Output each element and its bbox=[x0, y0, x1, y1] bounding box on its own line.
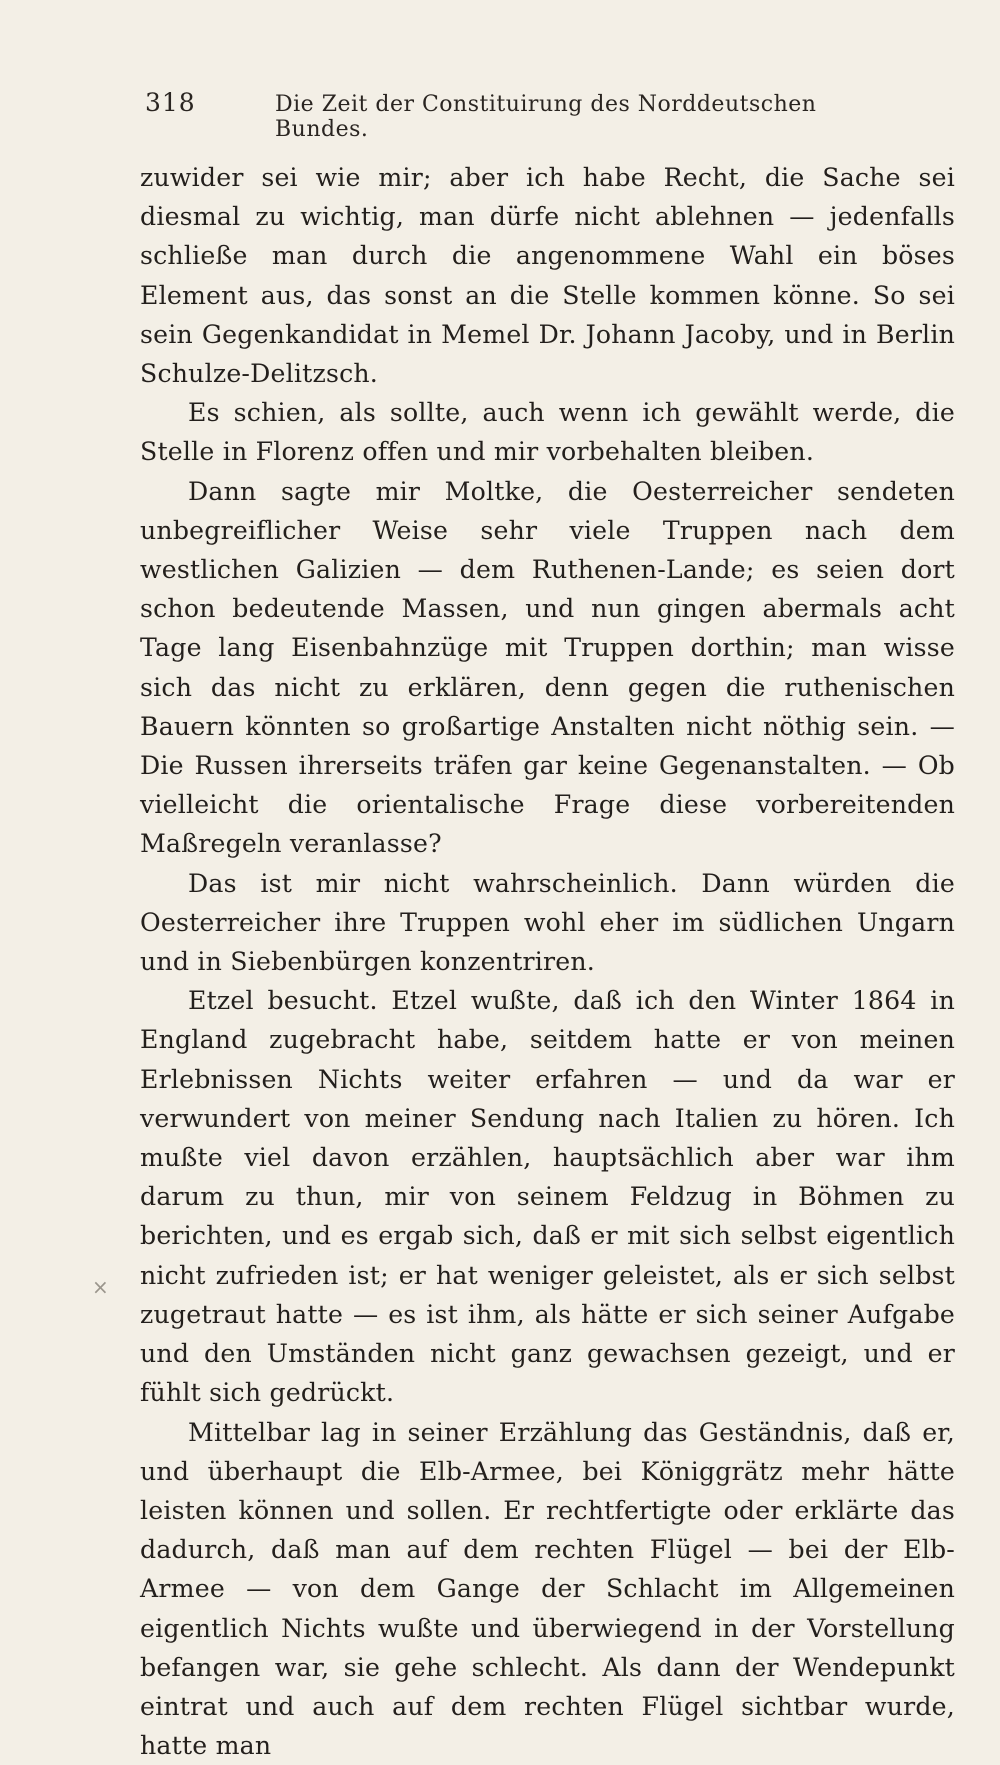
paragraph: Es schien, als sollte, auch wenn ich gewählt werde, die Stelle in Florenz offen und mir vorbehalten bleiben. bbox=[140, 393, 955, 471]
margin-mark: × bbox=[92, 1275, 109, 1299]
paragraph: Dann sagte mir Moltke, die Oesterreicher sendeten unbegreiflicher Weise sehr viele Truppen nach dem westlichen Galizien — dem Ruthenen-Lande; es seien dort schon bedeutende Massen, und nun gingen abermals acht Tage lang Eisenbahnzüge mit Truppen dorthin; man wisse sich das nicht zu erklären, denn gegen die ruthenischen Bauern könnten so großartige Anstalten nicht nöthig sein. — Die Russen ihrerseits träfen gar keine Gegenanstalten. — Ob vielleicht die orientalische Frage diese vorbereitenden Maßregeln veranlasse? bbox=[140, 472, 955, 864]
paragraph: Das ist mir nicht wahrscheinlich. Dann würden die Oesterreicher ihre Truppen wohl eher im südlichen Ungarn und in Siebenbürgen konzentriren. bbox=[140, 864, 955, 982]
paragraph: zuwider sei wie mir; aber ich habe Recht, die Sache sei diesmal zu wichtig, man dürfe nicht ablehnen — jedenfalls schließe man durch die angenommene Wahl ein böses Element aus, das sonst an die Stelle kommen könne. So sei sein Gegenkandidat in Memel Dr. Johann Jacoby, und in Berlin Schulze-Delitzsch. bbox=[140, 158, 955, 393]
page-number: 318 bbox=[145, 88, 196, 117]
paragraph: Mittelbar lag in seiner Erzählung das Geständnis, daß er, und überhaupt die Elb-Armee, bei Königgrätz mehr hätte leisten können und sollen. Er rechtfertigte oder erklärte das dadurch, daß man auf dem rechten Flügel — bei der Elb-Armee — von dem Gange der Schlacht im Allgemeinen eigentlich Nichts wußte und überwiegend in der Vorstellung befangen war, sie gehe schlecht. Als dann der Wendepunkt eintrat und auch auf dem rechten Flügel sichtbar wurde, hatte man bbox=[140, 1413, 955, 1765]
paragraph: Etzel besucht. Etzel wußte, daß ich den Winter 1864 in England zugebracht habe, seitdem hatte er von meinen Erlebnissen Nichts weiter erfahren — und da war er verwundert von meiner Sendung nach Italien zu hören. Ich mußte viel davon erzählen, hauptsächlich aber war ihm darum zu thun, mir von seinem Feldzug in Böhmen zu berichten, und es ergab sich, daß er mit sich selbst eigentlich nicht zufrieden ist; er hat weniger geleistet, als er sich selbst zugetraut hatte — es ist ihm, als hätte er sich seiner Aufgabe und den Umständen nicht ganz gewachsen gezeigt, und er fühlt sich gedrückt. bbox=[140, 981, 955, 1412]
body-text bbox=[140, 158, 955, 1765]
running-title: Die Zeit der Constituirung des Norddeutschen Bundes. bbox=[275, 92, 865, 142]
page-header bbox=[145, 88, 865, 128]
